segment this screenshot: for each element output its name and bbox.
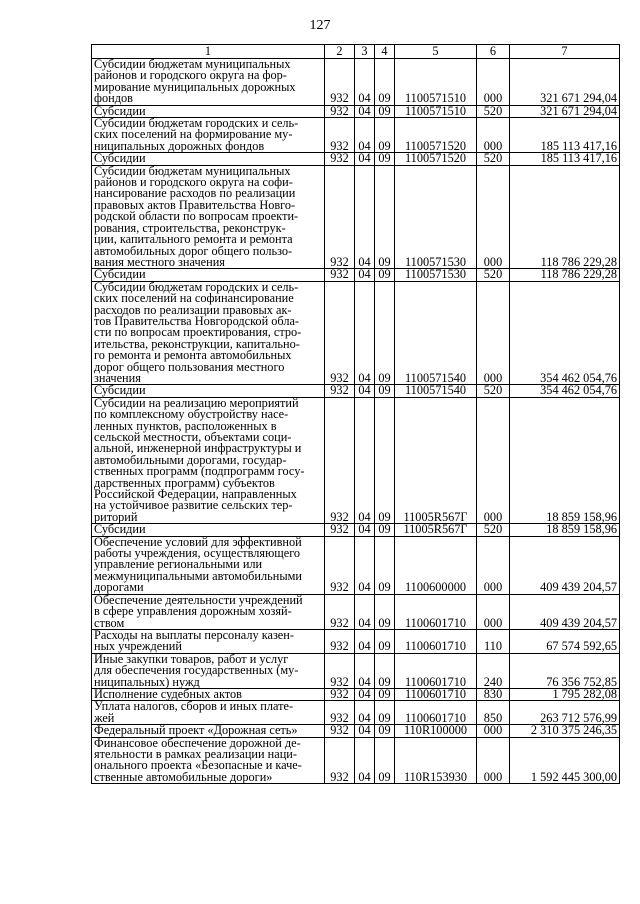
subsection-code: 09 bbox=[375, 594, 395, 629]
section-code: 04 bbox=[355, 153, 375, 165]
subsection-code: 09 bbox=[375, 165, 395, 269]
subsection-code: 09 bbox=[375, 153, 395, 165]
ministry-code: 932 bbox=[325, 269, 355, 281]
amount: 2 310 375 246,35 bbox=[510, 725, 620, 737]
ministry-code: 932 bbox=[325, 653, 355, 688]
target-article-code: 1100571530 bbox=[395, 269, 477, 281]
row-name: Субсидии бюджетам городских и сель- ских поселений на софинансирование расходов по реализации правовых ак- тов Правительства Новгородской обла- сти по вопросам проектирования, стро- ительства, реконструкции, капитально- го ремонта и ремонта автомобильных дорог общего пользования местного значения bbox=[92, 281, 325, 385]
subsection-code: 09 bbox=[375, 653, 395, 688]
target-article-code: 1100571510 bbox=[395, 59, 477, 106]
section-code: 04 bbox=[355, 629, 375, 653]
section-code: 04 bbox=[355, 524, 375, 536]
amount: 18 859 158,96 bbox=[510, 524, 620, 536]
table-row bbox=[92, 701, 620, 725]
table-row bbox=[92, 59, 620, 106]
section-code: 04 bbox=[355, 269, 375, 281]
target-article-code: 110R153930 bbox=[395, 737, 477, 784]
row-name: Федеральный проект «Дорожная сеть» bbox=[92, 725, 325, 737]
expense-type-code: 000 bbox=[477, 725, 510, 737]
target-article-code: 1100571540 bbox=[395, 281, 477, 385]
target-article-code: 1100571540 bbox=[395, 385, 477, 397]
target-article-code: 1100600000 bbox=[395, 536, 477, 594]
target-article-code: 1100601710 bbox=[395, 688, 477, 700]
row-name: Обеспечение деятельности учреждений в сфере управления дорожным хозяй- ством bbox=[92, 594, 325, 629]
row-name: Иные закупки товаров, работ и услуг для обеспечения государственных (му- ниципальных) нужд bbox=[92, 653, 325, 688]
target-article-code: 1100601710 bbox=[395, 701, 477, 725]
ministry-code: 932 bbox=[325, 165, 355, 269]
column-header: 4 bbox=[375, 45, 395, 59]
expense-type-code: 000 bbox=[477, 594, 510, 629]
amount: 354 462 054,76 bbox=[510, 385, 620, 397]
amount: 354 462 054,76 bbox=[510, 281, 620, 385]
row-name: Расходы на выплаты персоналу казен- ных учреждений bbox=[92, 629, 325, 653]
expense-type-code: 000 bbox=[477, 165, 510, 269]
column-header: 5 bbox=[395, 45, 477, 59]
section-code: 04 bbox=[355, 397, 375, 523]
expense-type-code: 830 bbox=[477, 688, 510, 700]
ministry-code: 932 bbox=[325, 536, 355, 594]
budget-table bbox=[91, 44, 620, 784]
expense-type-code: 520 bbox=[477, 385, 510, 397]
target-article-code: 110R100000 bbox=[395, 725, 477, 737]
row-name: Исполнение судебных актов bbox=[92, 688, 325, 700]
target-article-code: 11005R567Г bbox=[395, 397, 477, 523]
amount: 321 671 294,04 bbox=[510, 105, 620, 117]
section-code: 04 bbox=[355, 725, 375, 737]
section-code: 04 bbox=[355, 594, 375, 629]
table-row bbox=[92, 629, 620, 653]
amount: 263 712 576,99 bbox=[510, 701, 620, 725]
table-row bbox=[92, 536, 620, 594]
table-row bbox=[92, 594, 620, 629]
ministry-code: 932 bbox=[325, 688, 355, 700]
ministry-code: 932 bbox=[325, 594, 355, 629]
subsection-code: 09 bbox=[375, 737, 395, 784]
row-name: Уплата налогов, сборов и иных плате- жей bbox=[92, 701, 325, 725]
subsection-code: 09 bbox=[375, 629, 395, 653]
subsection-code: 09 bbox=[375, 688, 395, 700]
table-row bbox=[92, 165, 620, 269]
ministry-code: 932 bbox=[325, 281, 355, 385]
target-article-code: 11005R567Г bbox=[395, 524, 477, 536]
section-code: 04 bbox=[355, 105, 375, 117]
expense-type-code: 520 bbox=[477, 105, 510, 117]
ministry-code: 932 bbox=[325, 629, 355, 653]
column-header: 7 bbox=[510, 45, 620, 59]
expense-type-code: 110 bbox=[477, 629, 510, 653]
subsection-code: 09 bbox=[375, 281, 395, 385]
table-row bbox=[92, 281, 620, 385]
subsection-code: 09 bbox=[375, 397, 395, 523]
section-code: 04 bbox=[355, 385, 375, 397]
subsection-code: 09 bbox=[375, 385, 395, 397]
subsection-code: 09 bbox=[375, 536, 395, 594]
column-header: 6 bbox=[477, 45, 510, 59]
row-name: Обеспечение условий для эффективной работы учреждения, осуществляющего управление региональными или межмуниципальными автомобильными дорогами bbox=[92, 536, 325, 594]
amount: 118 786 229,28 bbox=[510, 269, 620, 281]
expense-type-code: 000 bbox=[477, 397, 510, 523]
section-code: 04 bbox=[355, 118, 375, 153]
ministry-code: 932 bbox=[325, 524, 355, 536]
row-name: Субсидии на реализацию мероприятий по комплексному обустройству насе- ленных пунктов, расположенных в сельской местности, объектами соци- альной, инженерной инфраструктуры и автомобильными дорогами, государ- ственных программ (подпрограмм госу- дарственных программ) субъектов Российской Федерации, направленных на устойчивое развитие сельских тер- риторий bbox=[92, 397, 325, 523]
row-name: Субсидии bbox=[92, 105, 325, 117]
amount: 409 439 204,57 bbox=[510, 594, 620, 629]
amount: 18 859 158,96 bbox=[510, 397, 620, 523]
row-name: Субсидии бюджетам муниципальных районов и городского округа на софи- нансирование расходов по реализации правовых актов Правительства Новго- родской области по вопросам проекти- рования, строительства, реконструк- ции, капитального ремонта и ремонта автомобильных дорог общего пользо- вания местного значения bbox=[92, 165, 325, 269]
expense-type-code: 520 bbox=[477, 524, 510, 536]
subsection-code: 09 bbox=[375, 118, 395, 153]
subsection-code: 09 bbox=[375, 701, 395, 725]
expense-type-code: 000 bbox=[477, 281, 510, 385]
ministry-code: 932 bbox=[325, 118, 355, 153]
amount: 409 439 204,57 bbox=[510, 536, 620, 594]
section-code: 04 bbox=[355, 59, 375, 106]
section-code: 04 bbox=[355, 688, 375, 700]
subsection-code: 09 bbox=[375, 105, 395, 117]
amount: 1 592 445 300,00 bbox=[510, 737, 620, 784]
ministry-code: 932 bbox=[325, 105, 355, 117]
target-article-code: 1100601710 bbox=[395, 629, 477, 653]
table-row bbox=[92, 118, 620, 153]
row-name: Субсидии bbox=[92, 269, 325, 281]
amount: 67 574 592,65 bbox=[510, 629, 620, 653]
column-header: 1 bbox=[92, 45, 325, 59]
expense-type-code: 520 bbox=[477, 153, 510, 165]
page-number: 127 bbox=[309, 18, 331, 33]
subsection-code: 09 bbox=[375, 59, 395, 106]
expense-type-code: 240 bbox=[477, 653, 510, 688]
amount: 1 795 282,08 bbox=[510, 688, 620, 700]
row-name: Субсидии бюджетам городских и сель- ских поселений на формирование му- ниципальных дорожных фондов bbox=[92, 118, 325, 153]
target-article-code: 1100601710 bbox=[395, 594, 477, 629]
expense-type-code: 520 bbox=[477, 269, 510, 281]
amount: 185 113 417,16 bbox=[510, 118, 620, 153]
row-name: Субсидии bbox=[92, 524, 325, 536]
subsection-code: 09 bbox=[375, 269, 395, 281]
section-code: 04 bbox=[355, 737, 375, 784]
ministry-code: 932 bbox=[325, 701, 355, 725]
column-header: 3 bbox=[355, 45, 375, 59]
expense-type-code: 000 bbox=[477, 536, 510, 594]
ministry-code: 932 bbox=[325, 737, 355, 784]
section-code: 04 bbox=[355, 281, 375, 385]
section-code: 04 bbox=[355, 165, 375, 269]
target-article-code: 1100571530 bbox=[395, 165, 477, 269]
target-article-code: 1100601710 bbox=[395, 653, 477, 688]
section-code: 04 bbox=[355, 536, 375, 594]
section-code: 04 bbox=[355, 653, 375, 688]
row-name: Субсидии bbox=[92, 385, 325, 397]
expense-type-code: 850 bbox=[477, 701, 510, 725]
row-name: Финансовое обеспечение дорожной де- ятельности в рамках реализации наци- онального проекта «Безопасные и каче- ственные автомобильные дороги» bbox=[92, 737, 325, 784]
section-code: 04 bbox=[355, 701, 375, 725]
table-row bbox=[92, 653, 620, 688]
ministry-code: 932 bbox=[325, 397, 355, 523]
target-article-code: 1100571520 bbox=[395, 118, 477, 153]
table-row bbox=[92, 737, 620, 784]
expense-type-code: 000 bbox=[477, 737, 510, 784]
ministry-code: 932 bbox=[325, 725, 355, 737]
amount: 321 671 294,04 bbox=[510, 59, 620, 106]
subsection-code: 09 bbox=[375, 524, 395, 536]
row-name: Субсидии бюджетам муниципальных районов и городского округа на фор- мирование муниципальных дорожных фондов bbox=[92, 59, 325, 106]
target-article-code: 1100571520 bbox=[395, 153, 477, 165]
expense-type-code: 000 bbox=[477, 59, 510, 106]
expense-type-code: 000 bbox=[477, 118, 510, 153]
ministry-code: 932 bbox=[325, 153, 355, 165]
amount: 76 356 752,85 bbox=[510, 653, 620, 688]
target-article-code: 1100571510 bbox=[395, 105, 477, 117]
table-row bbox=[92, 397, 620, 523]
ministry-code: 932 bbox=[325, 385, 355, 397]
row-name: Субсидии bbox=[92, 153, 325, 165]
amount: 118 786 229,28 bbox=[510, 165, 620, 269]
column-header: 2 bbox=[325, 45, 355, 59]
amount: 185 113 417,16 bbox=[510, 153, 620, 165]
ministry-code: 932 bbox=[325, 59, 355, 106]
subsection-code: 09 bbox=[375, 725, 395, 737]
